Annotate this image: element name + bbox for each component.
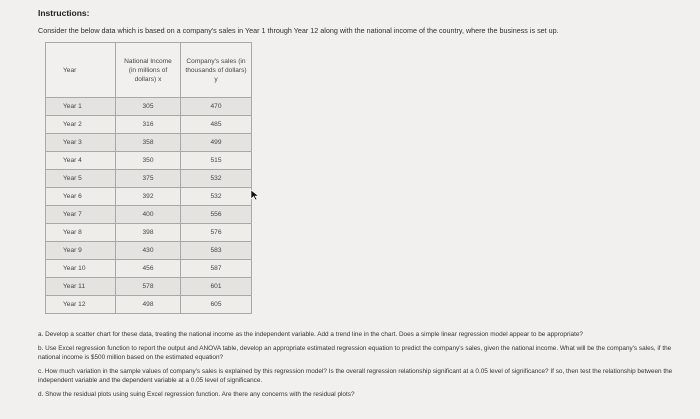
mouse-cursor-icon	[250, 189, 260, 201]
cell-sales: 583	[181, 242, 252, 260]
table-row	[46, 224, 252, 242]
table-row	[46, 98, 252, 116]
table-row	[46, 242, 252, 260]
cell-income: 456	[116, 260, 181, 278]
cell-sales: 485	[181, 116, 252, 134]
header-national-income: National Income (in millions of dollars) x	[116, 43, 181, 98]
cell-sales: 556	[181, 206, 252, 224]
cell-sales: 532	[181, 170, 252, 188]
cell-sales: 587	[181, 260, 252, 278]
cell-year: Year 9	[46, 242, 116, 260]
cell-income: 498	[116, 296, 181, 314]
header-company-sales: Company's sales (in thousands of dollars) y	[181, 43, 252, 98]
cell-year: Year 11	[46, 278, 116, 296]
cell-income: 400	[116, 206, 181, 224]
cell-year: Year 7	[46, 206, 116, 224]
cell-year: Year 1	[46, 98, 116, 116]
cell-year: Year 2	[46, 116, 116, 134]
cell-income: 392	[116, 188, 181, 206]
question-a: a. Develop a scatter chart for these data, treating the national income as the independent variable. Add a trend line in the chart. Does a simple linear regression model appear to be appropriate?	[38, 331, 583, 338]
cell-year: Year 3	[46, 134, 116, 152]
cell-sales: 470	[181, 98, 252, 116]
table-row	[46, 152, 252, 170]
table-header-row	[46, 43, 252, 98]
cell-income: 305	[116, 98, 181, 116]
table-row	[46, 116, 252, 134]
question-c: c. How much variation in the sample values of company's sales is explained by this regression model? Is the overall regression relationship significant at a 0.05 level of significance? If so, then test the relationship between the independent variable and the dependent variable at a 0.05 level of significance.	[38, 368, 673, 384]
cell-year: Year 5	[46, 170, 116, 188]
instructions-title: Instructions:	[38, 8, 90, 18]
cell-year: Year 4	[46, 152, 116, 170]
table-row	[46, 206, 252, 224]
cell-sales: 499	[181, 134, 252, 152]
intro-text: Consider the below data which is based on a company's sales in Year 1 through Year 12 along with the national income of the country, where the business is set up.	[38, 26, 559, 35]
cell-income: 350	[116, 152, 181, 170]
cell-year: Year 8	[46, 224, 116, 242]
cell-income: 430	[116, 242, 181, 260]
questions-list	[38, 330, 693, 404]
data-table	[45, 42, 252, 314]
table-row	[46, 278, 252, 296]
question-b: b. Use Excel regression function to report the output and ANOVA table, develop an appropriate estimated regression equation to predict the company's sales, given the national income. What will be the company's sales, if the national income is $500 million based on the estimated equation?	[38, 345, 672, 361]
table-row	[46, 188, 252, 206]
cell-year: Year 6	[46, 188, 116, 206]
table-row	[46, 170, 252, 188]
cell-year: Year 10	[46, 260, 116, 278]
table-row	[46, 134, 252, 152]
table-row	[46, 296, 252, 314]
cell-income: 578	[116, 278, 181, 296]
cell-sales: 576	[181, 224, 252, 242]
question-d: d. Show the residual plots using suing Excel regression function. Are there any concerns with the residual plots?	[38, 391, 355, 398]
cell-income: 375	[116, 170, 181, 188]
header-year: Year	[46, 43, 116, 98]
cell-year: Year 12	[46, 296, 116, 314]
cell-sales: 605	[181, 296, 252, 314]
cell-sales: 515	[181, 152, 252, 170]
cell-income: 398	[116, 224, 181, 242]
cell-sales: 601	[181, 278, 252, 296]
cell-income: 316	[116, 116, 181, 134]
table-row	[46, 260, 252, 278]
cell-sales: 532	[181, 188, 252, 206]
cell-income: 358	[116, 134, 181, 152]
